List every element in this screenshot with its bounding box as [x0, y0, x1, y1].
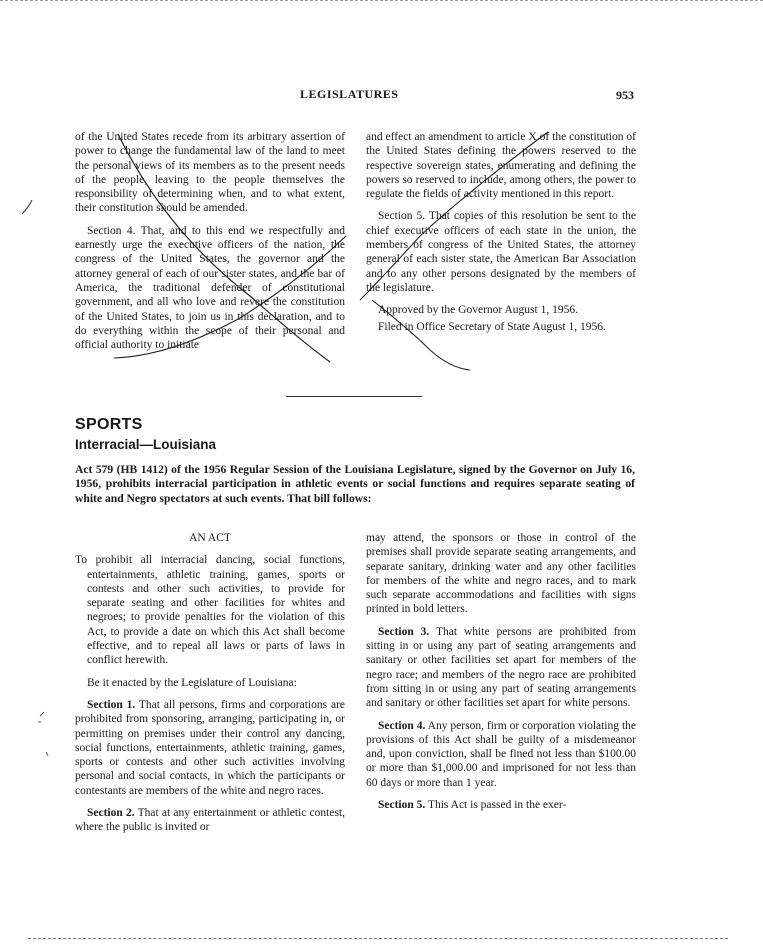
section-3 — [366, 625, 636, 711]
section-label: Section 1. — [87, 698, 136, 711]
section-label: Section 4. — [378, 719, 426, 732]
scan-edge-bottom — [28, 938, 728, 939]
section-2 — [75, 806, 345, 835]
section-5 — [366, 798, 636, 812]
section-label: Section 5. — [378, 799, 426, 812]
margin-tick — [38, 712, 48, 756]
act-heading: AN ACT — [189, 532, 231, 544]
section-4 — [366, 719, 636, 790]
section-text: This Act is passed in the exer- — [425, 799, 567, 812]
paragraph: and effect an amendment to article X of the constitution of the United States defining the powers reserved to the respective sovereign states, enumerating and defining the powers so reserved to include, among others, the power to regulate the fields of activity mentioned in this report. — [366, 131, 636, 201]
act-right-column — [366, 531, 636, 820]
act-summary: Act 579 (HB 1412) of the 1956 Regular Session of the Louisiana Legislature, signed by the Governor on July 16, 1956, prohibits interracial participation in athletic events or social functions and requires separate seating of white and Negro spectators at such events. That bill follows: — [75, 463, 635, 505]
section-2-continued: may attend, the sponsors or those in control of the premises shall provide separate seating arrangements, and separate sanitary, drinking water and any other facilities for members of the white and negro races, and to mark such separate accommodations and facilities with signs printed in bold letters. — [366, 532, 636, 616]
upper-left-column — [75, 130, 345, 360]
enacting-clause: Be it enacted by the Legislature of Louisiana: — [87, 676, 297, 689]
paragraph: Section 4. That, and to this end we respectfully and earnestly urge the executive officers of the nation, the congress of the United States, the governor and the attorney general of each of our sister states, and the bar of America, the traditional defender of constitutional government, and all who love and revere the constitution of the United States, to join us in this declaration, and to do everything within the scope of their personal and official authority to initiate — [75, 224, 345, 352]
section-text: That all persons, firms and corporations are prohibited from sponsoring, arranging, participating in, or permitting on premises under their control any dancing, social functions, entertainments, athletic training, games, sports or contests and other such activities involving personal and social contacts, in which the participants or contestants are members of the white and negro races. — [75, 698, 345, 797]
section-divider — [286, 396, 422, 397]
paragraph: of the United States recede from its arbitrary assertion of power to change the fundamental law of the land to meet the personal views of its members as to the present needs of the people, leaving to the people themselves the responsibility of determining when, and to what extent, their constitution should be amended. — [75, 131, 345, 215]
approval-line: Approved by the Governor August 1, 1956. — [378, 304, 578, 317]
scan-edge-top — [0, 0, 763, 3]
section-label: Section 3. — [378, 625, 430, 638]
section-label: Section 2. — [87, 807, 135, 820]
section-subtitle: Interracial—Louisiana — [75, 437, 217, 452]
section-text: That at any entertainment or athletic contest, where the public is invited or — [75, 807, 345, 834]
section-text: Any person, firm or corporation violating the provisions of this Act shall be guilty of a misdemeanor and, upon conviction, shall be fined not less than $100.00 or more than $1,000.00 and imprisoned for not less than 60 days or more than 1 year. — [366, 719, 637, 789]
section-1 — [75, 698, 345, 798]
section-text: That white persons are prohibited from sitting in or using any part of seating arrangements and sanitary or other facilities set apart for members of the negro race; and members of the negro race are prohibited from sitting in or using any part of seating arrangements and sanitary or other facilities set apart for white persons. — [366, 625, 636, 710]
margin-mark — [22, 200, 32, 214]
filing-line: Filed in Office Secretary of State August 1, 1956. — [378, 320, 606, 333]
upper-right-column — [366, 130, 636, 342]
act-left-column — [75, 531, 345, 843]
page-number: 953 — [616, 88, 634, 102]
section-title: SPORTS — [75, 416, 143, 433]
paragraph: Section 5. That copies of this resolution be sent to the chief executive officers of each state in the union, the members of congress of the United States, the attorney general of each sister state, the American Bar Association and to any other persons designated by the members of the legislature. — [366, 210, 636, 294]
running-head: LEGISLATURES — [300, 87, 399, 101]
act-title: To prohibit all interracial dancing, social functions, entertainments, athletic training, games, sports or contests and other such activities, to provide for separate seating and other facilities for whites and negroes; to provide penalties for the violation of this Act, to provide a date on which this Act shall become effective, and to repeal all laws or parts of laws in conflict herewith. — [75, 554, 345, 667]
